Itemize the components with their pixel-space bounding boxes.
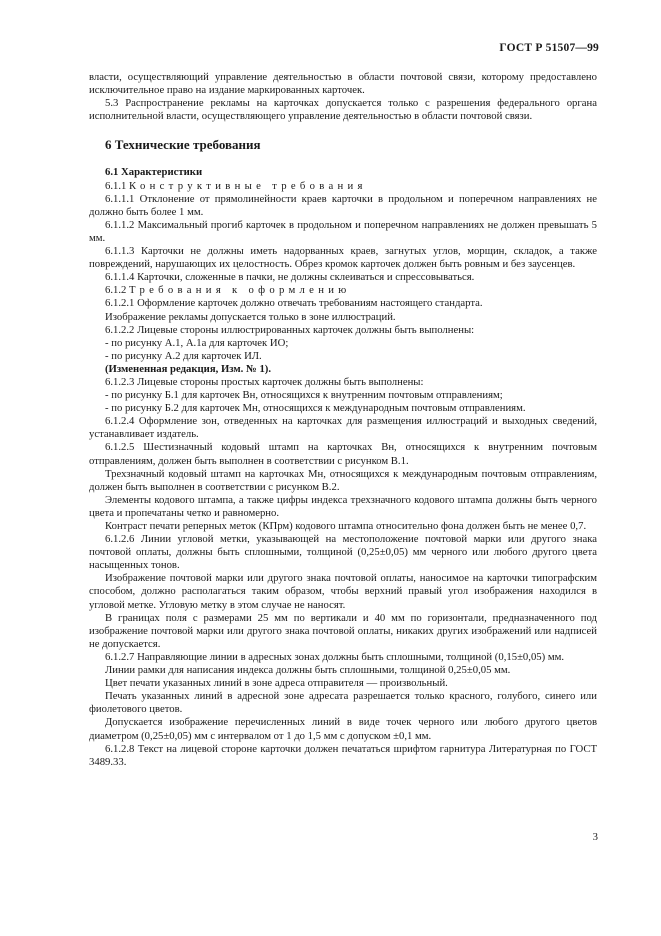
paragraph-elements: Элементы кодового штампа, а также цифры индекса трехзначного кодового штампа должны быть черного цвета и пропечатаны четко и равномерно. (89, 493, 597, 519)
list-item: - по рисунку Б.1 для карточек Вн, относящихся к внутренним почтовым отправлениям; (105, 389, 503, 402)
list-item: - по рисунку Б.2 для карточек Мн, относящихся к международным почтовым отправлениям. (105, 402, 526, 415)
clause-6-1-2-2: 6.1.2.2 Лицевые стороны иллюстрированных карточек должны быть выполнены: (105, 323, 475, 336)
list-item: - по рисунку А.2 для карточек ИЛ. (105, 349, 262, 362)
clause-number: 6.1.2 (105, 284, 127, 297)
clause-6-1-1-2: 6.1.1.2 Максимальный прогиб карточек в продольном и поперечном направлениях не должен превышать 5 мм. (89, 218, 597, 244)
clause-6-1-1 (89, 180, 597, 193)
page-content (89, 71, 597, 769)
clause-6-1-1-1: 6.1.1.1 Отклонение от прямолинейности краев карточки в продольном и поперечном направлениях не должно быть более 1 мм. (89, 192, 597, 218)
clause-6-1-2-3: 6.1.2.3 Лицевые стороны простых карточек должны быть выполнены: (105, 375, 424, 388)
paragraph-field: В границах поля с размерами 25 мм по вертикали и 40 мм по горизонтали, предназначенного под изображение почтовой марки или другого знака почтовой оплаты, никаких других изображений или надписей не допускается. (89, 611, 597, 650)
paragraph-dots: Допускается изображение перечисленных линий в виде точек черного или любого другого цветов диаметром (0,25±0,05) мм с интервалом от 1 до 1,5 мм с допуском ±0,1 мм. (89, 716, 597, 742)
paragraph-continuation: власти, осуществляющий управление деятельностью в области почтовой связи, которому предоставлено исключительное право на издание маркированных карточек. (89, 71, 597, 97)
paragraph-ads: Изображение рекламы допускается только в зоне иллюстраций. (105, 310, 396, 323)
clause-6-1-2 (89, 284, 597, 297)
clause-6-1-1-3: 6.1.1.3 Карточки не должны иметь надорванных краев, загнутых углов, морщин, складок, а также повреждений, нарушающих их целостность. Обрез кромок карточек должен быть ровным и без заусенцев. (89, 245, 597, 271)
paragraph-contrast: Контраст печати реперных меток (КПрм) кодового штампа относительно фона должен быть не менее 0,7. (105, 520, 587, 532)
paragraph-frame: Линии рамки для написания индекса должны быть сплошными, толщиной 0,25±0,05 мм. (105, 664, 511, 677)
list-item: - по рисунку А.1, А.1а для карточек ИО; (105, 336, 289, 349)
clause-6-1-2-1: 6.1.2.1 Оформление карточек должно отвечать требованиям настоящего стандарта. (105, 297, 483, 310)
clause-6-1-2-8: 6.1.2.8 Текст на лицевой стороне карточки должен печататься шрифтом гарнитура Литературная по ГОСТ 3489.33. (89, 742, 597, 768)
clause-number: 6.1.1 (105, 179, 127, 192)
subsection-title: 6.1 Характеристики (105, 166, 203, 179)
paragraph-print: Печать указанных линий в адресной зоне адресата разрешается только красного, голубого, синего или фиолетового цветов. (89, 690, 597, 716)
clause-6-1-1-4: 6.1.1.4 Карточки, сложенные в пачки, не должны склеиваться и спрессовываться. (105, 271, 475, 284)
clause-6-1-2-4: 6.1.2.4 Оформление зон, отведенных на карточках для размещения иллюстраций и выходных сведений, устанавливает издатель. (89, 415, 597, 441)
document-header: ГОСТ Р 51507—99 (499, 42, 599, 54)
clause-6-1-2-5: 6.1.2.5 Шестизначный кодовый штамп на карточках Вн, относящихся к внутренним почтовым отправлениям, должен быть выполнен в соответствии с рисунком В.1. (89, 441, 597, 467)
paragraph-three-digit: Трехзначный кодовый штамп на карточках Мн, относящихся к международным почтовым отправлениям, должен быть выполнен в соответствии с рисунком В.2. (89, 467, 597, 493)
section-title: 6 Технические требования (105, 137, 261, 153)
paragraph-5-3: 5.3 Распространение рекламы на карточках допускается только с разрешения федерального органа исполнительной власти, осуществляющего управление деятельностью в области почтовой связи. (89, 97, 597, 123)
page-number: 3 (592, 831, 598, 843)
paragraph-stamp: Изображение почтовой марки или другого знака почтовой оплаты, наносимое на карточки типографским способом, должно располагаться таким образом, чтобы верхний правый угол изображения находился в угловой метке. Угловую метку в этом случае не наносят. (89, 572, 597, 611)
amendment-note: (Измененная редакция, Изм. № 1). (105, 362, 272, 375)
clause-label: Конструктивные требования (129, 179, 367, 192)
clause-6-1-2-7: 6.1.2.7 Направляющие линии в адресных зонах должны быть сплошными, толщиной (0,15±0,05) мм. (105, 650, 565, 663)
paragraph-color: Цвет печати указанных линий в зоне адреса отправителя — произвольный. (105, 677, 448, 690)
clause-6-1-2-6: 6.1.2.6 Линии угловой метки, указывающей на местоположение почтовой марки или другого знака почтовой оплаты, должны быть сплошными, толщиной (0,25±0,05) мм черного или любого другого цвета насыщенных тонов. (89, 533, 597, 572)
clause-label: Требования к оформлению (129, 284, 351, 297)
